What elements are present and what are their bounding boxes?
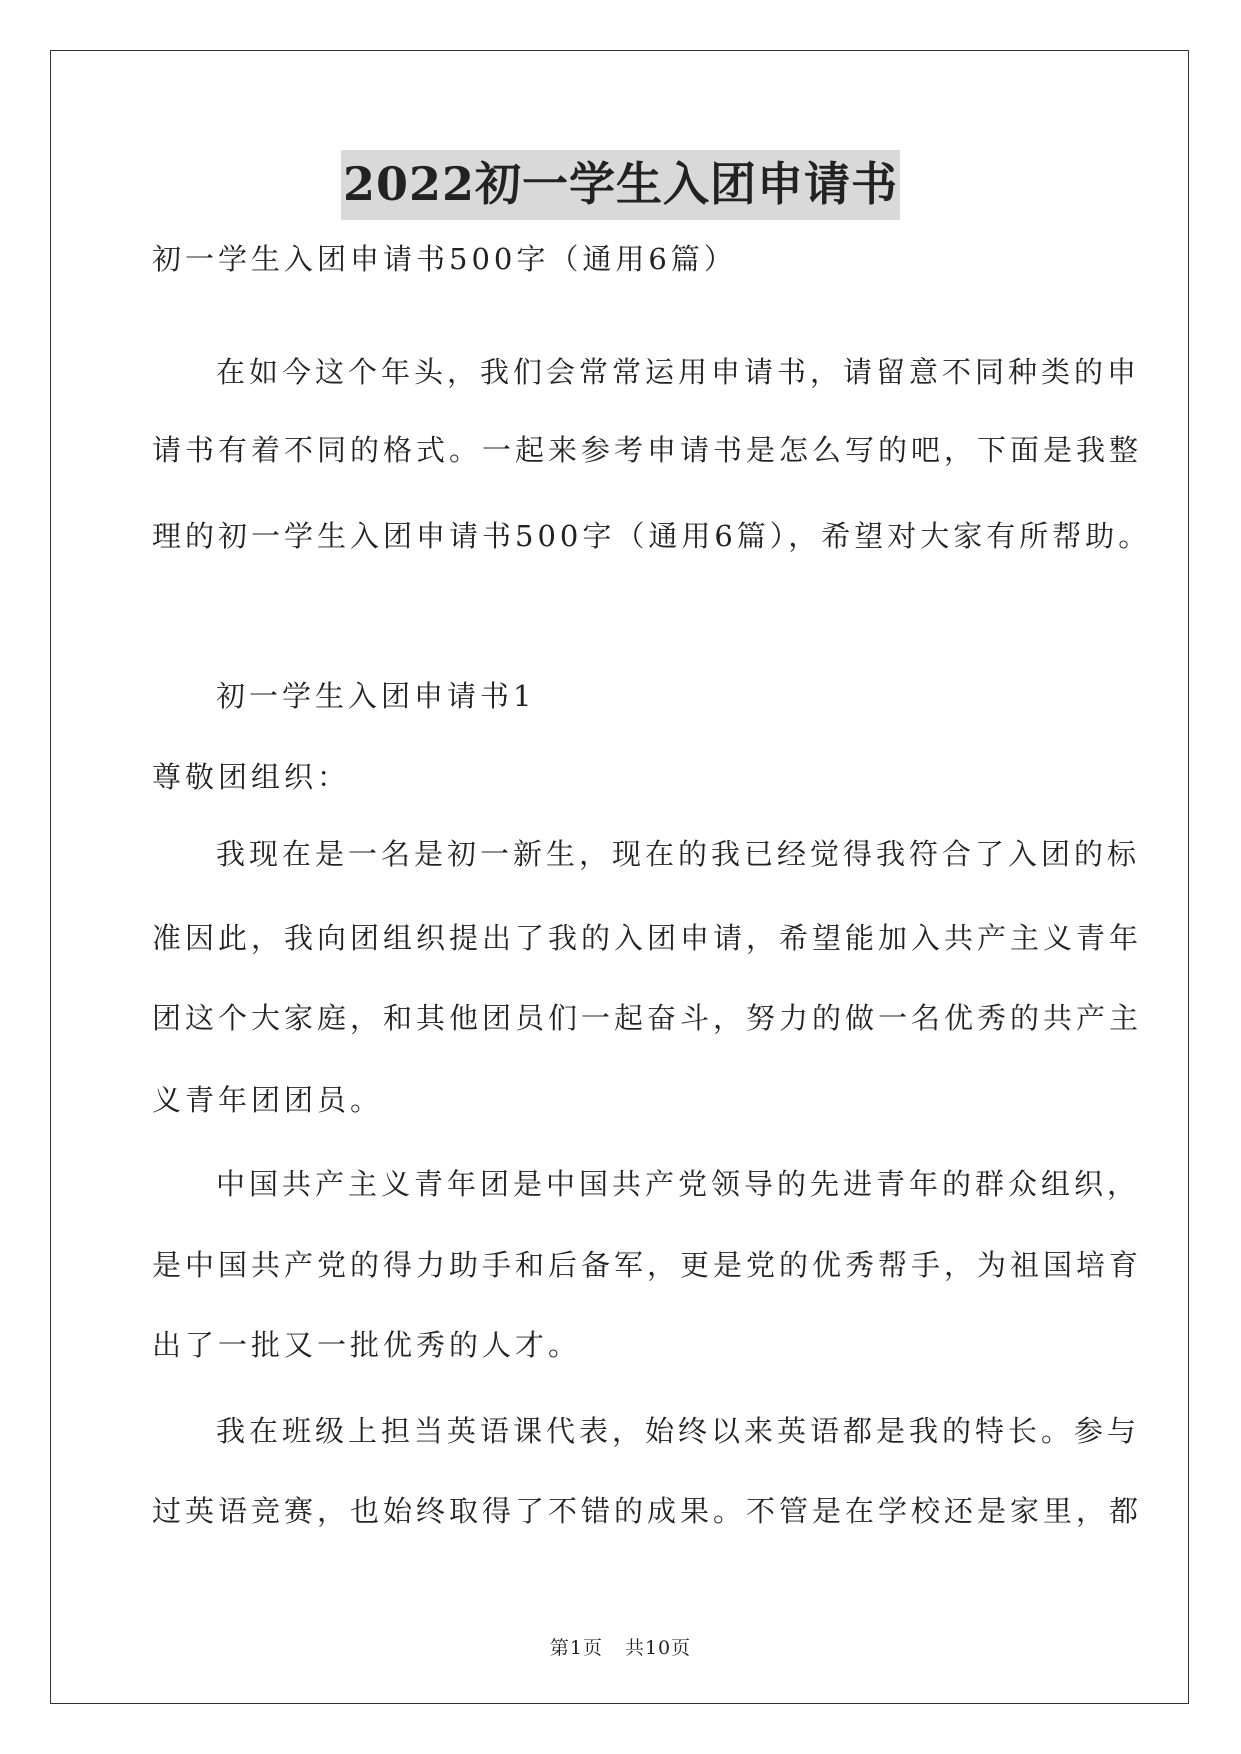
document-title: 2022初一学生入团申请书 xyxy=(341,150,900,220)
paragraph-2-line-1: 中国共产主义青年团是中国共产党领导的先进青年的群众组织， xyxy=(216,1167,1141,1201)
paragraph-3-line-1: 我在班级上担当英语课代表，始终以来英语都是我的特长。参与 xyxy=(216,1414,1141,1448)
subtitle-line: 初一学生入团申请书500字（通用6篇） xyxy=(152,242,737,276)
page-number: 第1页 xyxy=(549,1637,603,1659)
title-block xyxy=(0,150,1241,220)
section-heading: 初一学生入团申请书1 xyxy=(216,679,536,713)
intro-line-3: 理的初一学生入团申请书500字（通用6篇），希望对大家有所帮助。 xyxy=(152,519,1152,553)
paragraph-1-line-2: 准因此，我向团组织提出了我的入团申请，希望能加入共产主义青年 xyxy=(152,921,1143,955)
paragraph-2-line-3: 出了一批又一批优秀的人才。 xyxy=(152,1328,582,1362)
paragraph-2-line-2: 是中国共产党的得力助手和后备军，更是党的优秀帮手，为祖国培育 xyxy=(152,1248,1143,1282)
intro-line-1: 在如今这个年头，我们会常常运用申请书，请留意不同种类的申 xyxy=(216,355,1141,389)
page-footer xyxy=(0,1633,1241,1660)
page-total: 共10页 xyxy=(624,1637,692,1659)
paragraph-1-line-4: 义青年团团员。 xyxy=(152,1083,384,1117)
page-border xyxy=(50,50,1189,1704)
paragraph-1-line-1: 我现在是一名是初一新生，现在的我已经觉得我符合了入团的标 xyxy=(216,837,1141,871)
paragraph-3-line-2: 过英语竞赛，也始终取得了不错的成果。不管是在学校还是家里，都 xyxy=(152,1494,1143,1528)
paragraph-1-line-3: 团这个大家庭，和其他团员们一起奋斗，努力的做一名优秀的共产主 xyxy=(152,1001,1143,1035)
intro-line-2: 请书有着不同的格式。一起来参考申请书是怎么写的吧，下面是我整 xyxy=(152,433,1143,467)
salutation: 尊敬团组织： xyxy=(152,760,351,794)
